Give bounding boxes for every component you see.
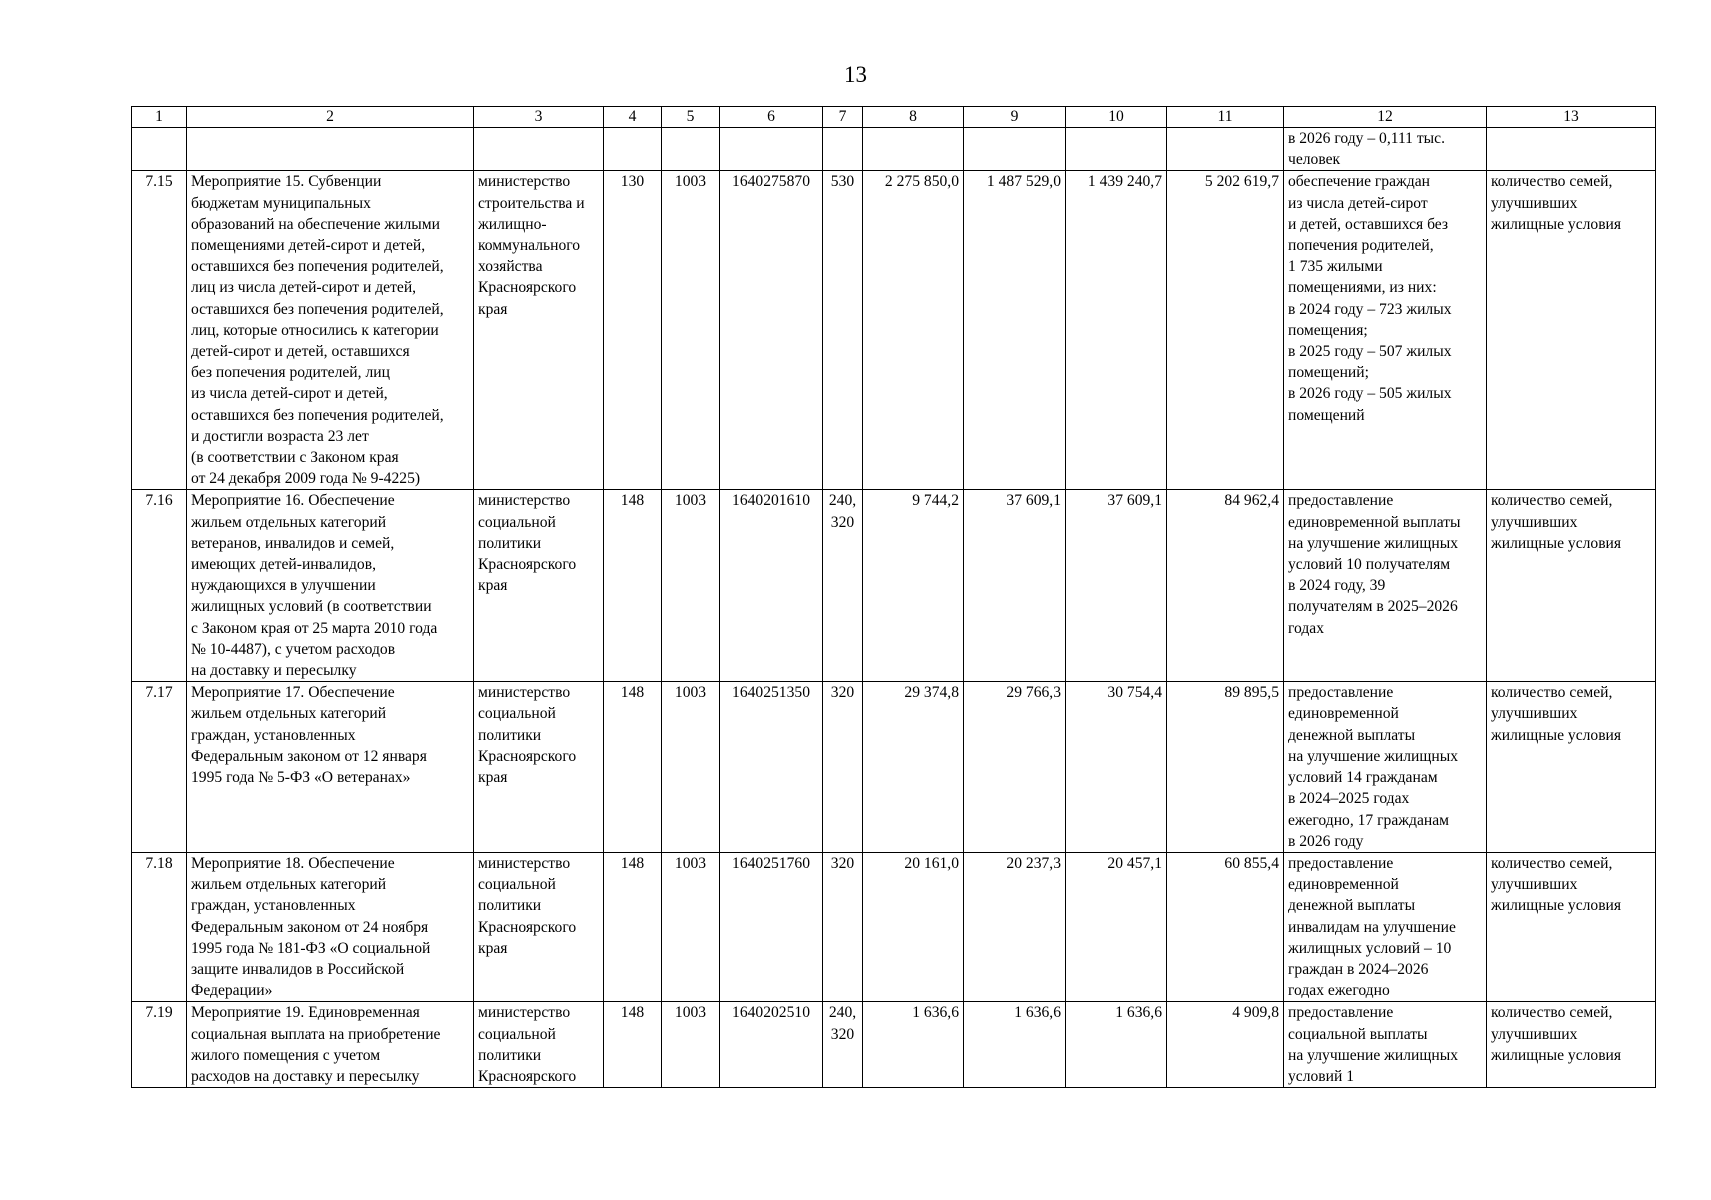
- indicator-cell: [1487, 490, 1656, 682]
- target-article-cell: [720, 490, 823, 682]
- value-2024-text: 20 161,0: [904, 854, 959, 872]
- grbs-code-cell: [604, 490, 662, 682]
- value-2024-cell: [863, 490, 964, 682]
- total-cell: [1167, 490, 1284, 682]
- target-article-text: 1640251350: [732, 684, 810, 702]
- section-code-cell: [662, 1002, 720, 1088]
- measure-name-cell: [187, 490, 474, 682]
- value-2026-text: 1 636,6: [1115, 1004, 1162, 1022]
- value-2025-cell: [964, 682, 1066, 853]
- grbs-code-cell: [604, 852, 662, 1001]
- measure-name-cell: [187, 682, 474, 853]
- executor-text: министерство социальной политики Красноярского: [478, 1004, 577, 1085]
- executor-text: министерство социальной политики Красноярского края: [478, 492, 577, 595]
- expected-result-text: предоставление единовременной денежной выплаты инвалидам на улучшение жилищных условий – 10 граждан в 2024–2026 годах ежегодно: [1288, 854, 1456, 1000]
- expected-result-cell: [1284, 128, 1487, 171]
- row-number-text: 7.18: [145, 854, 173, 872]
- value-2025-cell: [964, 1002, 1066, 1088]
- row-number-text: 7.15: [145, 173, 173, 191]
- section-code-text: 1003: [674, 1004, 707, 1022]
- section-code-cell: [662, 128, 720, 171]
- total-cell: [1167, 128, 1284, 171]
- page-number: 13: [844, 62, 867, 87]
- total-text: 60 855,4: [1224, 854, 1279, 872]
- value-2024-text: 1 636,6: [912, 1004, 959, 1022]
- expected-result-text: в 2026 году – 0,111 тыс. человек: [1288, 130, 1445, 169]
- grbs-code-text: 148: [620, 492, 645, 510]
- indicator-cell: [1487, 852, 1656, 1001]
- expected-result-text: предоставление социальной выплаты на улучшение жилищных условий 1: [1288, 1004, 1459, 1085]
- grbs-code-cell: [604, 1002, 662, 1088]
- grbs-code-text: 148: [620, 854, 645, 872]
- row-number-cell: [132, 171, 187, 490]
- indicator-cell: [1487, 128, 1656, 171]
- measure-name-text: Мероприятие 18. Обеспечение жильем отдельных категорий граждан, установленных Федеральным законом от 24 ноября 1995 года № 181-ФЗ «О социальной защите инвалидов в Российской Федерации»: [191, 854, 431, 1000]
- target-article-text: 1640275870: [732, 173, 810, 191]
- section-code-text: 1003: [674, 684, 707, 702]
- expected-result-text: предоставление единовременной выплаты на улучшение жилищных условий 10 получателям в 2024 году, 39 получателям в 2025–2026 годах: [1288, 492, 1461, 637]
- measure-name-text: Мероприятие 15. Субвенции бюджетам муниципальных образований на обеспечение жилыми помещениями детей-сирот и детей, оставшихся без попечения родителей, лиц из числа детей-сирот и детей, оставшихся без попечения родителей, лиц, которые относились к категории детей-сирот и детей, оставшихся без попечения родителей, лиц из числа детей-сирот и детей, оставшихся без попечения родителей, и достигли возраста 23 лет (в соответствии с Законом края от 24 декабря 2009 года № 9-4225): [191, 173, 444, 488]
- executor-cell: [474, 682, 604, 853]
- row-number-cell: [132, 1002, 187, 1088]
- indicator-text: количество семей, улучшивших жилищные условия: [1491, 173, 1622, 233]
- value-2024-text: 2 275 850,0: [884, 173, 959, 191]
- expected-result-cell: [1284, 490, 1487, 682]
- executor-cell: [474, 1002, 604, 1088]
- value-2026-text: 20 457,1: [1107, 854, 1162, 872]
- indicator-text: количество семей, улучшивших жилищные условия: [1491, 492, 1622, 552]
- expense-type-text: 320: [830, 854, 855, 872]
- indicator-text: количество семей, улучшивших жилищные условия: [1491, 684, 1622, 744]
- expense-type-cell: [823, 1002, 863, 1088]
- header-cell: 6: [720, 107, 823, 128]
- header-row: [132, 107, 1656, 128]
- total-text: 89 895,5: [1224, 684, 1279, 702]
- value-2026-cell: [1066, 682, 1167, 853]
- target-article-cell: [720, 852, 823, 1001]
- executor-cell: [474, 171, 604, 490]
- measure-name-text: Мероприятие 16. Обеспечение жильем отдельных категорий ветеранов, инвалидов и семей, имеющих детей-инвалидов, нуждающихся в улучшении жилищных условий (в соответствии с Законом края от 25 марта 2010 года № 10-4487), с учетом расходов на доставку и пересылку: [191, 492, 438, 680]
- measure-name-text: Мероприятие 17. Обеспечение жильем отдельных категорий граждан, установленных Федеральным законом от 12 января 1995 года № 5-ФЗ «О ветеранах»: [191, 684, 427, 787]
- grbs-code-text: 148: [620, 684, 645, 702]
- value-2025-cell: [964, 852, 1066, 1001]
- measure-name-cell: [187, 1002, 474, 1088]
- table-row: [132, 171, 1656, 490]
- table-row: [132, 490, 1656, 682]
- target-article-cell: [720, 1002, 823, 1088]
- expected-result-cell: [1284, 852, 1487, 1001]
- total-cell: [1167, 171, 1284, 490]
- executor-cell: [474, 128, 604, 171]
- target-article-cell: [720, 128, 823, 171]
- value-2024-cell: [863, 852, 964, 1001]
- expense-type-cell: [823, 128, 863, 171]
- section-code-text: 1003: [674, 173, 707, 191]
- measure-name-cell: [187, 852, 474, 1001]
- row-number-text: 7.19: [145, 1004, 173, 1022]
- header-cell: 13: [1487, 107, 1656, 128]
- expected-result-cell: [1284, 1002, 1487, 1088]
- value-2024-cell: [863, 682, 964, 853]
- expense-type-cell: [823, 852, 863, 1001]
- value-2025-text: 1 487 529,0: [986, 173, 1061, 191]
- table-row: [132, 128, 1656, 171]
- value-2024-cell: [863, 171, 964, 490]
- row-number-cell: [132, 852, 187, 1001]
- expected-result-text: обеспечение граждан из числа детей-сирот и детей, оставшихся без попечения родителей, 1 735 жилыми помещениями, из них: в 2024 году – 723 жилых помещения; в 2025 году – 507 жилых помещений; в 2026 году – 505 жилых помещений: [1288, 173, 1452, 424]
- total-cell: [1167, 852, 1284, 1001]
- section-code-cell: [662, 171, 720, 490]
- value-2026-text: 37 609,1: [1107, 492, 1162, 510]
- value-2026-cell: [1066, 128, 1167, 171]
- total-text: 5 202 619,7: [1204, 173, 1279, 191]
- header-cell: 4: [604, 107, 662, 128]
- value-2025-cell: [964, 171, 1066, 490]
- value-2026-cell: [1066, 490, 1167, 682]
- row-number-cell: [132, 128, 187, 171]
- indicator-cell: [1487, 171, 1656, 490]
- section-code-text: 1003: [674, 492, 707, 510]
- value-2025-text: 20 237,3: [1006, 854, 1061, 872]
- section-code-cell: [662, 682, 720, 853]
- indicator-cell: [1487, 682, 1656, 853]
- total-text: 4 909,8: [1232, 1004, 1279, 1022]
- value-2025-text: 1 636,6: [1014, 1004, 1061, 1022]
- expected-result-cell: [1284, 171, 1487, 490]
- header-cell: 12: [1284, 107, 1487, 128]
- section-code-cell: [662, 852, 720, 1001]
- measures-table: [131, 106, 1656, 1088]
- header-cell: 11: [1167, 107, 1284, 128]
- expense-type-text: 240, 320: [828, 1004, 857, 1043]
- value-2025-text: 29 766,3: [1006, 684, 1061, 702]
- total-cell: [1167, 1002, 1284, 1088]
- grbs-code-cell: [604, 682, 662, 853]
- target-article-text: 1640201610: [732, 492, 810, 510]
- measure-name-text: Мероприятие 19. Единовременная социальная выплата на приобретение жилого помещения с учетом расходов на доставку и пересылку: [191, 1004, 441, 1085]
- grbs-code-text: 130: [620, 173, 645, 191]
- value-2024-text: 29 374,8: [904, 684, 959, 702]
- target-article-text: 1640251760: [732, 854, 810, 872]
- expense-type-text: 530: [830, 173, 855, 191]
- header-cell: 5: [662, 107, 720, 128]
- grbs-code-cell: [604, 171, 662, 490]
- value-2026-cell: [1066, 852, 1167, 1001]
- value-2026-text: 30 754,4: [1107, 684, 1162, 702]
- value-2025-text: 37 609,1: [1006, 492, 1061, 510]
- indicator-cell: [1487, 1002, 1656, 1088]
- expense-type-cell: [823, 171, 863, 490]
- target-article-text: 1640202510: [732, 1004, 810, 1022]
- target-article-cell: [720, 171, 823, 490]
- table-row: [132, 852, 1656, 1001]
- value-2024-cell: [863, 128, 964, 171]
- value-2026-cell: [1066, 1002, 1167, 1088]
- row-number-text: 7.16: [145, 492, 173, 510]
- grbs-code-text: 148: [620, 1004, 645, 1022]
- executor-text: министерство социальной политики Красноярского края: [478, 684, 577, 787]
- value-2026-text: 1 439 240,7: [1087, 173, 1162, 191]
- indicator-text: количество семей, улучшивших жилищные условия: [1491, 854, 1622, 915]
- table-row: [132, 1002, 1656, 1088]
- executor-text: министерство строительства и жилищно- коммунального хозяйства Красноярского края: [478, 173, 585, 318]
- value-2025-cell: [964, 490, 1066, 682]
- header-cell: 9: [964, 107, 1066, 128]
- expected-result-cell: [1284, 682, 1487, 853]
- total-cell: [1167, 682, 1284, 853]
- measure-name-cell: [187, 128, 474, 171]
- value-2024-text: 9 744,2: [912, 492, 959, 510]
- value-2025-cell: [964, 128, 1066, 171]
- table-row: [132, 682, 1656, 853]
- expense-type-text: 320: [830, 684, 855, 702]
- header-cell: 1: [132, 107, 187, 128]
- section-code-text: 1003: [674, 854, 707, 872]
- section-code-cell: [662, 490, 720, 682]
- executor-cell: [474, 852, 604, 1001]
- header-cell: 10: [1066, 107, 1167, 128]
- expense-type-cell: [823, 490, 863, 682]
- indicator-text: количество семей, улучшивших жилищные условия: [1491, 1004, 1622, 1064]
- row-number-cell: [132, 682, 187, 853]
- header-cell: 3: [474, 107, 604, 128]
- total-text: 84 962,4: [1224, 492, 1279, 510]
- header-cell: 7: [823, 107, 863, 128]
- header-cell: 8: [863, 107, 964, 128]
- measure-name-cell: [187, 171, 474, 490]
- row-number-cell: [132, 490, 187, 682]
- executor-cell: [474, 490, 604, 682]
- header-cell: 2: [187, 107, 474, 128]
- grbs-code-cell: [604, 128, 662, 171]
- executor-text: министерство социальной политики Красноярского края: [478, 854, 577, 957]
- target-article-cell: [720, 682, 823, 853]
- value-2026-cell: [1066, 171, 1167, 490]
- row-number-text: 7.17: [145, 684, 173, 702]
- value-2024-cell: [863, 1002, 964, 1088]
- expected-result-text: предоставление единовременной денежной выплаты на улучшение жилищных условий 14 гражданам в 2024–2025 годах ежегодно, 17 гражданам в 2026 году: [1288, 684, 1459, 850]
- expense-type-cell: [823, 682, 863, 853]
- expense-type-text: 240, 320: [828, 492, 857, 531]
